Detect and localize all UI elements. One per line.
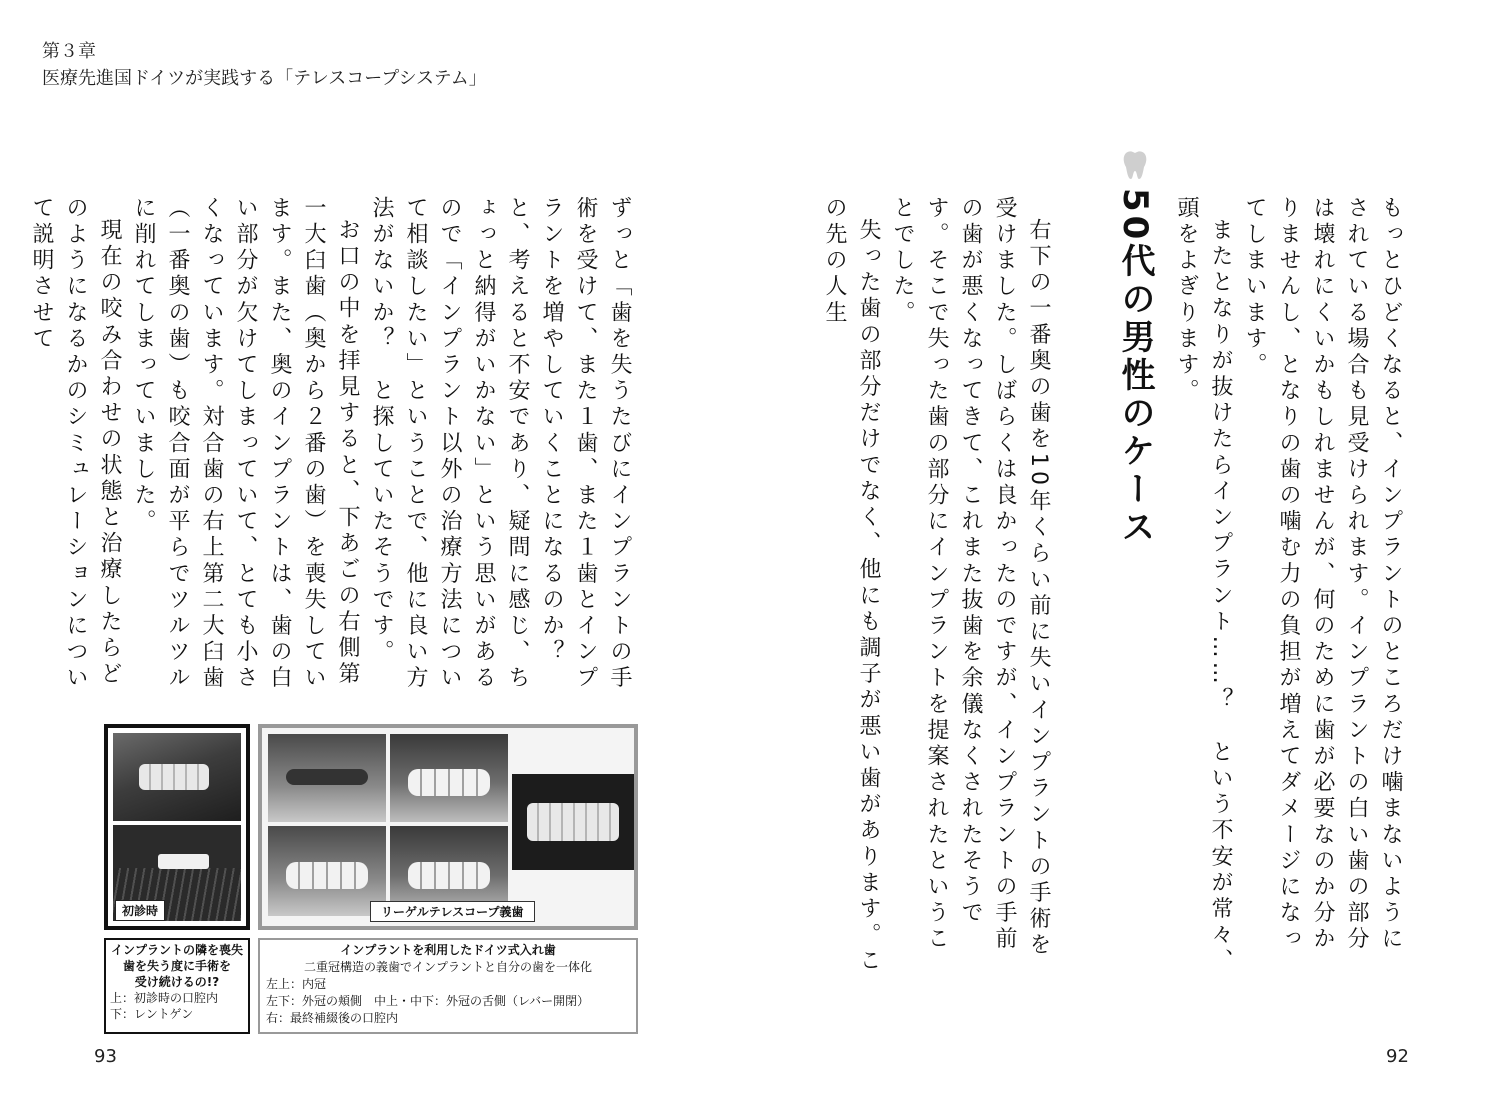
heading-text: 50代の男性のケース [1115, 188, 1155, 548]
paragraph: もっとひどくなると、インプラントのところだけ噛まないようにされている場合も見受けられます。インプラントの白い歯の部分は壊れにくいかもしれませんが、何のために歯が必要なのか分かりませんし、となりの歯の噛む力の負担が増えてダメージになってしまいます。 [1242, 196, 1403, 953]
caption-note: 下：レントゲン [110, 1007, 194, 1021]
running-header [42, 38, 487, 92]
caption-note: 左下：外冠の頬側 中上・中下：外冠の舌側（レバー開閉） [266, 994, 590, 1008]
page-number-left: 93 [94, 1046, 117, 1067]
caption-note: 左上：内冠 [266, 977, 327, 991]
paragraph: またとなりが抜けたらインプラント……？ という不安が常々、頭をよぎります。 [1174, 196, 1233, 975]
section-heading [1110, 150, 1160, 548]
intraoral-photo [113, 733, 241, 821]
caption-line: 歯を失う度に手術を [122, 959, 231, 973]
page-number-right: 92 [1386, 1046, 1409, 1067]
initial-exam-figure [104, 724, 250, 930]
chapter-title: 医療先進国ドイツが実践する「テレスコープシステム」 [42, 68, 487, 89]
right-page-text [1174, 196, 1407, 976]
figure-left-caption [104, 938, 250, 1034]
caption-title: インプラントを利用したドイツ式入れ歯 [340, 943, 556, 957]
caption-subtitle: 二重冠構造の義歯でインプラントと自分の歯を一体化 [303, 960, 592, 974]
figure-label: リーゲルテレスコープ義歯 [370, 901, 535, 922]
left-page-text [29, 196, 636, 696]
paragraph: ずっと「歯を失うたびにインプラントの手術を受けて、また１歯、また１歯とインプラントを増やしていくことになるのか？ と、考えると不安であり、疑問に感じ、ちょっと納得がいかない」という思いがあるので「インプラント以外の治療方法について相談したい」ということで、他に良い方法がないか？ と探していたそうです。 [369, 196, 632, 692]
outer-crown-lingual-photo [390, 734, 508, 822]
outer-crown-buccal-photo [268, 826, 386, 916]
section-text [822, 196, 1055, 976]
inner-crown-photo [268, 734, 386, 822]
figure-label: 初診時 [115, 900, 165, 921]
caption-line: 受け続けるの!? [134, 975, 220, 989]
paragraph: 右下の一番奥の歯を10年くらい前に失いインプラントの手術を受けました。しばらくは良かったのですが、インプラントの手前の歯が悪くなってきて、これまた抜歯を余儀なくされたそうです。そこで失った歯の部分にインプラントを提案されたということでした。 [890, 196, 1051, 959]
tooth-icon [1122, 150, 1148, 180]
caption-note: 右：最終補綴後の口腔内 [266, 1011, 399, 1025]
final-prosthesis-photo [512, 774, 634, 870]
paragraph: 失った歯の部分だけでなく、他にも調子が悪い歯があります。この先の人生 [822, 196, 881, 975]
figure-right-caption [258, 938, 638, 1034]
chapter-number: 第３章 [42, 41, 96, 62]
caption-note: 上：初診時の口腔内 [110, 991, 219, 1005]
paragraph: 現在の咬み合わせの状態と治療したらどのようになるかのシミュレーションについて説明させて [29, 196, 122, 692]
caption-line: インプラントの隣を喪失 [110, 943, 243, 957]
telescope-denture-figure [258, 724, 638, 930]
paragraph: お口の中を拝見すると、下あごの右側第一大臼歯（奥から２番の歯）を喪失しています。また、奥のインプラントは、歯の白い部分が欠けてしまっていて、とても小さくなっています。対合歯の右上第二大臼歯（一番奥の歯）も咬合面が平らでツルツルに削れてしまっていました。 [131, 196, 360, 692]
